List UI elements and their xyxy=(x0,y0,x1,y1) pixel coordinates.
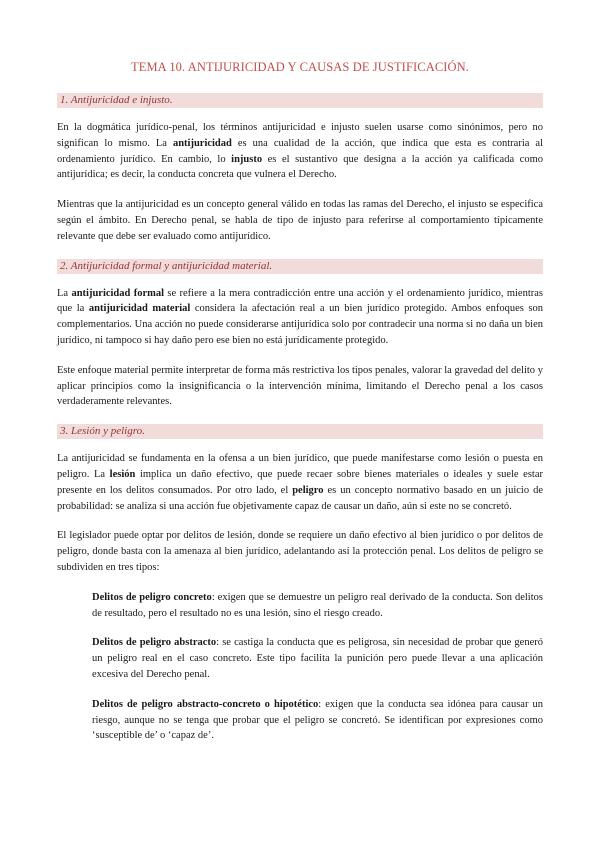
section-heading-1: 1. Antijuricidad e injusto. xyxy=(57,93,543,108)
section-3-paragraph-1: La antijuricidad se fundamenta en la ofensa a un bien jurídico, que puede manifestarse como lesión o puesta en peligro. La lesión implica un daño efectivo, que puede recaer sobre bienes materiales o ideales y suele estar presente en los delitos consumados. Por otro lado, el peligro es un concepto normativo basado en un juicio de probabilidad: se analiza si una acción fue objetivamente capaz de causar un daño, aún si este no se concretó. xyxy=(57,453,543,512)
section-1-paragraph-2: Mientras que la antijuricidad es un concepto general válido en todas las ramas del Derecho, el injusto se especifica según el ámbito. En Derecho penal, se habla de tipo de injusto para referirse al comportamiento típicamente relevante que debe ser evaluado como antijurídico. xyxy=(57,199,543,242)
section-1-paragraph-1: En la dogmática jurídico-penal, los términos antijuricidad e injusto suelen usarse como sinónimos, pero no significan lo mismo. La antijuricidad es una cualidad de la acción, que indica que esta es contraria al ordenamiento jurídico. En cambio, lo injusto es el sustantivo que designa a la acción ya calificada como antijurídica; es decir, la conducta concreta que vulnera el Derecho. xyxy=(57,122,544,181)
section-heading-3: 3. Lesión y peligro. xyxy=(57,424,543,439)
section-2-paragraph-2: Este enfoque material permite interpretar de forma más restrictiva los tipos penales, valorar la gravedad del delito y aplicar principios como la insignificancia o la intervención mínima, limitando el Derecho penal a los casos verdaderamente relevantes. xyxy=(57,364,543,408)
list-item-peligro-abstracto: Delitos de peligro abstracto: se castiga la conducta que es peligrosa, sin necesidad de probar que generó un peligro real en el caso concreto. Este tipo facilita la punición pero puede llevar a una aplicación excesiva del Derecho penal. xyxy=(92,637,543,680)
section-3-paragraph-2: El legislador puede optar por delitos de lesión, donde se requiere un daño efectivo al bien jurídico o por delitos de peligro, donde basta con la amenaza al bien jurídico, adelantando así la protección penal. Los delitos de peligro se subdividen en tres tipos: xyxy=(57,530,543,573)
section-heading-2: 2. Antijuricidad formal y antijuricidad material. xyxy=(57,259,543,274)
section-2-paragraph-1: La antijuricidad formal se refiere a la mera contradicción entre una acción y el ordenamiento jurídico, mientras que la antijuricidad material considera la afectación real a un bien jurídico protegido. Ambos enfoques son complementarios. Una acción no puede considerarse antijurídica solo por contradecir una norma si no daña un bien jurídico, ni tampoco si hay daño pero ese bien no está jurídicamente protegido. xyxy=(57,287,544,346)
list-item-peligro-concreto: Delitos de peligro concreto: exigen que se demuestre un peligro real derivado de la conducta. Son delitos de resultado, pero el resultado no es una lesión, sino el riesgo creado. xyxy=(92,591,543,619)
document-title: TEMA 10. ANTIJURICIDAD Y CAUSAS DE JUSTIFICACIÓN. xyxy=(130,60,470,74)
list-item-peligro-hipotetico: Delitos de peligro abstracto-concreto o hipotético: exigen que la conducta sea idónea para causar un riesgo, aunque no se tenga que probar que el peligro se concretó. Se identifican por expresiones como ‘susceptible de’ o ‘capaz de’. xyxy=(92,698,543,742)
